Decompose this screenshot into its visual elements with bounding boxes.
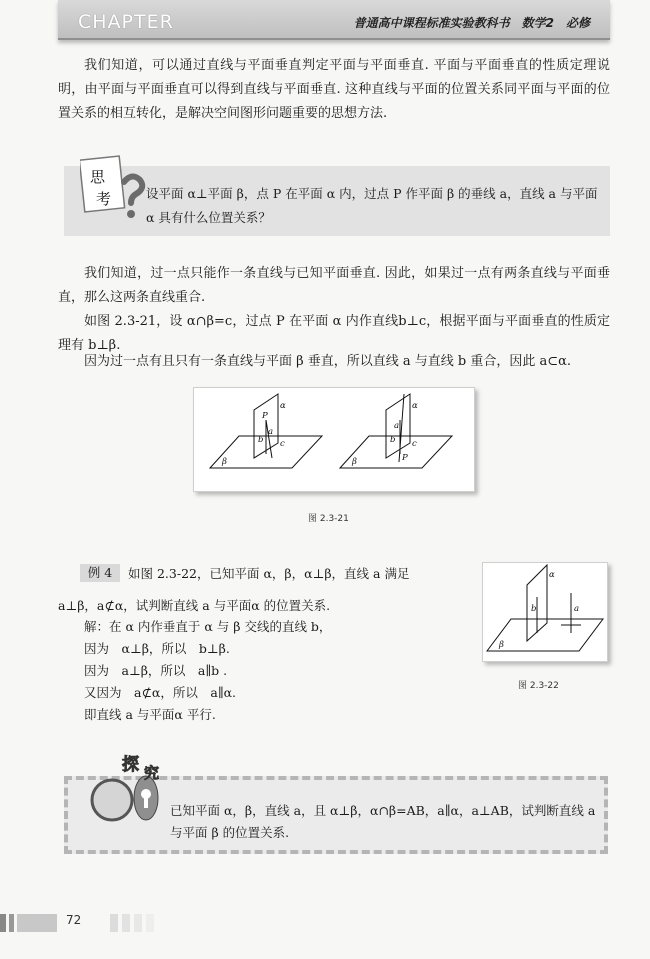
- explore-question: 已知平面 α，β，直线 a，且 α⊥β，α∩β=AB，a∥α，a⊥AB，试判断直线 a 与平面 β 的位置关系.: [170, 803, 596, 840]
- fig1-left-c: c: [280, 439, 285, 449]
- explore-icon-char-2: 究: [144, 764, 160, 782]
- figure-2-3-21-caption: 图 2.3-21: [308, 514, 349, 524]
- fig1-left-a: a: [268, 427, 274, 437]
- think-icon-char-2: 考: [96, 190, 112, 208]
- fig1-left-P: P: [262, 411, 268, 421]
- body-paragraph-2: 如图 2.3-21，设 α∩β=c，过点 P 在平面 α 内作直线b⊥c，根据平面与平面垂直的性质定理有 b⊥β.: [58, 314, 610, 353]
- example-line-3: 解：在 α 内作垂直于 α 与 β 交线的直线 b，: [84, 619, 332, 634]
- page-number: 72: [66, 913, 82, 927]
- fig1-left-alpha: α: [280, 401, 286, 411]
- body-paragraph-3: 因为过一点有且只有一条直线与平面 β 垂直，所以直线 a 与直线 b 重合，因此 a⊂α.: [84, 354, 572, 369]
- think-icon: [80, 152, 146, 222]
- page-header: [58, 0, 610, 40]
- figure-2-3-21-drawing: [194, 388, 474, 491]
- explore-icon: [88, 748, 180, 830]
- fig2-beta: β: [499, 640, 504, 650]
- book-title: 普通高中课程标准实验教科书 数学2 必修: [353, 16, 590, 30]
- example-line-6: 又因为 a⊄α，所以 a∥α.: [84, 685, 237, 700]
- fig1-right-b: b: [390, 435, 396, 445]
- figure-2-3-22-caption: 图 2.3-22: [518, 681, 559, 691]
- intro-paragraph: 我们知道，可以通过直线与平面垂直判定平面与平面垂直. 平面与平面垂直的性质定理说明，由平面与平面垂直可以得到直线与平面垂直. 这种直线与平面的位置关系同平面与平面的位置关系的相互转化，是解决空间图形问题重要的思想方法.: [58, 58, 610, 121]
- figure-2-3-22: [482, 562, 608, 662]
- figure-2-3-22-drawing: [483, 563, 607, 661]
- explore-icon-char-1: 探: [122, 755, 139, 775]
- example-line-4: 因为 α⊥β，所以 b⊥β.: [84, 641, 230, 656]
- fig2-b: b: [531, 604, 537, 614]
- think-question: 设平面 α⊥平面 β，点 P 在平面 α 内，过点 P 作平面 β 的垂线 a，直线 a 与平面 α 具有什么位置关系？: [146, 186, 598, 225]
- fig2-alpha: α: [549, 570, 555, 580]
- fig1-right-alpha: α: [412, 401, 418, 411]
- example-line-5: 因为 a⊥β，所以 a∥b .: [84, 663, 228, 678]
- body-paragraph-1: 我们知道，过一点只能作一条直线与已知平面垂直. 因此，如果过一点有两条直线与平面垂直，那么这两条直线重合.: [58, 266, 610, 305]
- example-line-7: 即直线 a 与平面α 平行.: [84, 707, 216, 722]
- example-label: 例 4: [80, 564, 120, 582]
- example-line-1: 如图 2.3-22，已知平面 α，β，α⊥β，直线 a 满足: [128, 566, 410, 581]
- fig1-right-c: c: [412, 439, 417, 449]
- fig1-left-beta: β: [222, 457, 227, 467]
- figure-2-3-21: [193, 387, 475, 492]
- fig1-right-P: P: [402, 453, 408, 463]
- fig1-right-beta: β: [352, 457, 357, 467]
- fig1-right-a: a: [394, 421, 400, 431]
- chapter-label: CHAPTER: [78, 11, 174, 33]
- think-icon-char-1: 思: [90, 168, 106, 186]
- fig2-a: a: [574, 604, 580, 614]
- fig1-left-b: b: [258, 435, 264, 445]
- example-line-2: a⊥β，a⊄α，试判断直线 a 与平面α 的位置关系.: [58, 598, 331, 613]
